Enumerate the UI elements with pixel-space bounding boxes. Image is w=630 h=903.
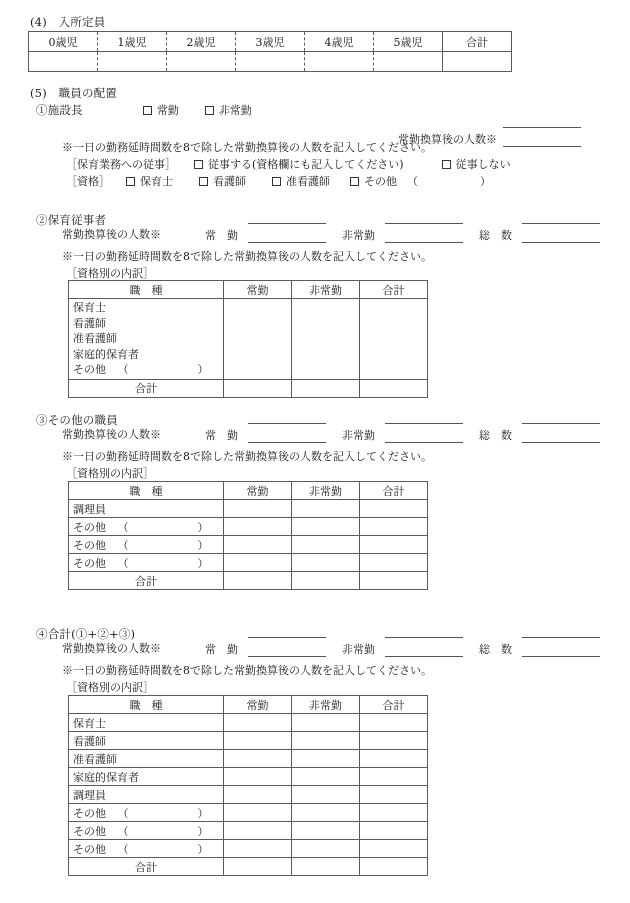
otherstaff-breakdown-label: ［資格別の内訳］ [66,467,154,480]
childcare-total-row [69,379,428,397]
otherstaff-fulltime-blank-lower[interactable] [248,431,326,443]
otherstaff-header-parttime: 非常勤 [292,482,360,500]
director-qual-junkangoshi-option[interactable] [272,173,330,189]
grandtotal-header-fulltime: 常勤 [224,696,292,714]
grandtotal-cell-fulltime[interactable] [224,732,292,750]
childcare-heading: ②保育従事者 [36,213,107,227]
childcare-cell-parttime[interactable] [292,299,360,380]
table-row [69,840,428,858]
childcare-fulltime-blank-lower[interactable] [248,231,326,243]
childcare-fulltime-label: 常 勤 [205,229,238,242]
otherstaff-jobname-other-2 [69,536,224,554]
table-row [69,518,428,536]
grandtotal-parttime-blank-stack[interactable] [385,626,463,657]
grandtotal-cell-total[interactable] [360,786,428,804]
otherstaff-total-blank-upper[interactable] [522,412,600,424]
grandtotal-breakdown-label: ［資格別の内訳］ [66,681,154,694]
childcare-fulltime-blank-stack[interactable] [248,212,326,243]
grandtotal-total-rowlabel: 合計 [69,858,224,876]
director-duty-no-label: 従事しない [455,158,511,171]
grandtotal-cell-parttime[interactable] [292,822,360,840]
grandtotal-other-paren-open-1: （ [117,806,129,820]
table-row [69,822,428,840]
grandtotal-cell-parttime[interactable] [292,804,360,822]
childcare-fte-label: 常勤換算後の人数※ [62,228,161,241]
otherstaff-jobname-other-1 [69,518,224,536]
otherstaff-header-total: 合計 [360,482,428,500]
grandtotal-total-blank-lower[interactable] [522,645,600,657]
capacity-header-age4: 4歳児 [305,32,374,52]
otherstaff-other-label-1: その他 [73,520,106,534]
otherstaff-cell-parttime[interactable] [292,536,360,554]
grandtotal-cell-fulltime[interactable] [224,840,292,858]
childcare-other-paren-close: ） [197,363,209,376]
capacity-header-age5: 5歳児 [374,32,443,52]
otherstaff-parttime-blank-upper[interactable] [385,412,463,424]
otherstaff-fulltime-blank-stack[interactable] [248,412,326,443]
director-parttime-option[interactable] [205,102,252,118]
grandtotal-fte-note: ※一日の勤務延時間数を8で除した常勤換算後の人数を記入してください。 [62,664,432,677]
director-duty-row [66,156,511,172]
checkbox-icon[interactable] [350,177,359,186]
otherstaff-cell-parttime[interactable] [292,554,360,572]
otherstaff-other-paren-open-1: （ [117,520,129,534]
grandtotal-jobname-2: 准看護師 [69,750,224,768]
childcare-cell-fulltime[interactable] [224,299,292,380]
grandtotal-totalcell-parttime[interactable] [292,858,360,876]
grandtotal-totalcell-total[interactable] [360,858,428,876]
director-fte-label: 常勤換算後の人数※ [398,133,497,146]
table-row [69,500,428,518]
otherstaff-other-paren-close-1: ） [197,520,209,534]
grandtotal-jobname-other-3 [69,840,224,858]
grandtotal-other-paren-open-2: （ [117,824,129,838]
otherstaff-counts-row [205,412,600,443]
childcare-totalcell-fulltime[interactable] [224,379,292,397]
childcare-totalcell-total[interactable] [360,379,428,397]
director-fte-blank-stack[interactable] [503,116,581,147]
checkbox-icon[interactable] [199,177,208,186]
grandtotal-jobname-3: 家庭的保育者 [69,768,224,786]
director-qual-other-option[interactable] [350,173,397,189]
childcare-other-paren-open: （ [117,363,129,376]
capacity-value-age2[interactable] [167,52,236,72]
childcare-total-label: 総 数 [479,229,512,242]
grandtotal-fulltime-label: 常 勤 [205,643,238,656]
childcare-jobname-block [69,299,224,380]
list-item: 准看護師 [73,332,117,345]
childcare-header-fulltime: 常勤 [224,281,292,299]
director-fulltime-label: 常勤 [156,104,179,117]
otherstaff-other-label-2: その他 [73,538,106,552]
otherstaff-cell-total[interactable] [360,500,428,518]
childcare-breakdown-label: ［資格別の内訳］ [66,267,154,280]
childcare-parttime-blank-stack[interactable] [385,212,463,243]
childcare-fulltime-blank-upper[interactable] [248,212,326,224]
capacity-header-total: 合計 [443,32,512,52]
otherstaff-other-paren-open-3: （ [117,556,129,570]
grandtotal-fulltime-blank-stack[interactable] [248,626,326,657]
capacity-header-age0: 0歳児 [29,32,98,52]
grandtotal-header-total: 合計 [360,696,428,714]
otherstaff-jobname-other-3 [69,554,224,572]
checkbox-icon[interactable] [205,106,214,115]
otherstaff-header-job: 職 種 [69,482,224,500]
list-item: 家庭的保育者 [73,347,139,361]
otherstaff-parttime-label: 非常勤 [342,429,375,442]
grandtotal-total-label: 総 数 [479,643,512,656]
grandtotal-fulltime-blank-lower[interactable] [248,645,326,657]
grandtotal-total-blank-stack[interactable] [522,626,600,657]
director-fte-note: ※一日の勤務延時間数を8で除した常勤換算後の人数を記入してください。 [62,141,432,154]
checkbox-icon[interactable] [272,177,281,186]
grandtotal-jobname-4: 調理員 [69,786,224,804]
grandtotal-other-paren-close-1: ） [197,806,209,820]
childcare-total-rowlabel: 合計 [69,379,224,397]
otherstaff-fte-note: ※一日の勤務延時間数を8で除した常勤換算後の人数を記入してください。 [62,450,432,463]
grandtotal-total-blank-upper[interactable] [522,626,600,638]
table-row [69,750,428,768]
grandtotal-cell-fulltime[interactable] [224,822,292,840]
grandtotal-cell-total[interactable] [360,768,428,786]
otherstaff-total-blank-stack[interactable] [522,412,600,443]
director-duty-label: ［保育業務への従事］ [66,158,176,171]
grandtotal-totalcell-fulltime[interactable] [224,858,292,876]
director-qual-kangoshi-option[interactable] [199,173,246,189]
grandtotal-other-paren-close-2: ） [197,824,209,838]
otherstaff-header-fulltime: 常勤 [224,482,292,500]
grandtotal-cell-total[interactable] [360,750,428,768]
capacity-value-age4[interactable] [305,52,374,72]
director-heading: ①施設長 [36,103,83,117]
table-row [69,732,428,750]
grandtotal-cell-parttime[interactable] [292,840,360,858]
director-qual-kangoshi-label: 看護師 [213,175,246,188]
capacity-header-row [29,32,512,52]
childcare-total-blank-upper[interactable] [522,212,600,224]
grandtotal-cell-total[interactable] [360,804,428,822]
capacity-value-age1[interactable] [98,52,167,72]
grandtotal-jobname-0: 保育士 [69,714,224,732]
capacity-table [28,31,512,72]
director-qual-hoikushi-option[interactable] [126,173,173,189]
grandtotal-other-paren-open-3: （ [117,842,129,856]
otherstaff-cell-fulltime[interactable] [224,500,292,518]
grandtotal-cell-fulltime[interactable] [224,714,292,732]
grandtotal-jobname-1: 看護師 [69,732,224,750]
childcare-parttime-label: 非常勤 [342,229,375,242]
director-qual-other-label: その他 [364,175,397,188]
table-row [69,536,428,554]
otherstaff-total-blank-lower[interactable] [522,431,600,443]
childcare-total-blank-lower[interactable] [522,231,600,243]
grandtotal-cell-fulltime[interactable] [224,768,292,786]
otherstaff-fte-label: 常勤換算後の人数※ [62,428,161,441]
childcare-total-blank-stack[interactable] [522,212,600,243]
childcare-cell-total[interactable] [360,299,428,380]
grandtotal-total-row [69,858,428,876]
grandtotal-parttime-blank-lower[interactable] [385,645,463,657]
grandtotal-cell-parttime[interactable] [292,732,360,750]
director-qual-junkangoshi-label: 准看護師 [286,175,330,188]
otherstaff-parttime-blank-lower[interactable] [385,431,463,443]
director-duty-no-option[interactable] [442,156,511,172]
director-qual-other-paren-open: （ [407,175,418,188]
grandtotal-cell-fulltime[interactable] [224,786,292,804]
grandtotal-fte-label: 常勤換算後の人数※ [62,642,161,655]
director-fte-blank-lower[interactable] [503,135,581,147]
otherstaff-jobname-cook: 調理員 [69,500,224,518]
checkbox-icon[interactable] [194,160,203,169]
otherstaff-other-paren-open-2: （ [117,538,129,552]
otherstaff-cell-total[interactable] [360,554,428,572]
table-row [69,714,428,732]
capacity-value-age0[interactable] [29,52,98,72]
childcare-parttime-blank-upper[interactable] [385,212,463,224]
childcare-body-row [69,299,428,380]
grandtotal-table-wrap [68,695,428,876]
childcare-header-parttime: 非常勤 [292,281,360,299]
capacity-header-age3: 3歳児 [236,32,305,52]
grandtotal-cell-total[interactable] [360,840,428,858]
checkbox-icon[interactable] [442,160,451,169]
otherstaff-other-paren-close-2: ） [197,538,209,552]
childcare-header-job: 職 種 [69,281,224,299]
grandtotal-other-label-1: その他 [73,806,106,820]
otherstaff-totalcell-total[interactable] [360,572,428,590]
director-qualification-row [66,173,491,189]
childcare-table-wrap [68,280,428,398]
grandtotal-cell-fulltime[interactable] [224,750,292,768]
grandtotal-other-label-3: その他 [73,842,106,856]
table-header-row [69,281,428,299]
table-row [69,768,428,786]
director-fte-blank-upper[interactable] [503,116,581,128]
capacity-section-heading: (4) 入所定員 [30,15,106,29]
otherstaff-cell-fulltime[interactable] [224,518,292,536]
otherstaff-cell-total[interactable] [360,536,428,554]
otherstaff-cell-parttime[interactable] [292,500,360,518]
capacity-value-total[interactable] [443,52,512,72]
grandtotal-other-paren-close-3: ） [197,842,209,856]
grandtotal-cell-total[interactable] [360,822,428,840]
checkbox-icon[interactable] [126,177,135,186]
grandtotal-header-parttime: 非常勤 [292,696,360,714]
table-header-row [69,482,428,500]
otherstaff-cell-total[interactable] [360,518,428,536]
capacity-header-age1: 1歳児 [98,32,167,52]
childcare-parttime-blank-lower[interactable] [385,231,463,243]
list-item: 看護師 [73,316,106,330]
grandtotal-breakdown-table [68,695,428,876]
capacity-value-age5[interactable] [374,52,443,72]
otherstaff-fulltime-label: 常 勤 [205,429,238,442]
director-duty-yes-option[interactable] [194,156,404,172]
grandtotal-cell-parttime[interactable] [292,750,360,768]
otherstaff-total-label: 総 数 [479,429,512,442]
grandtotal-cell-parttime[interactable] [292,714,360,732]
grandtotal-cell-fulltime[interactable] [224,804,292,822]
otherstaff-parttime-blank-stack[interactable] [385,412,463,443]
grandtotal-cell-total[interactable] [360,714,428,732]
childcare-breakdown-table [68,280,428,398]
otherstaff-cell-fulltime[interactable] [224,554,292,572]
childcare-other-label: その他 [73,363,106,376]
grandtotal-header-job: 職 種 [69,696,224,714]
childcare-fte-note: ※一日の勤務延時間数を8で除した常勤換算後の人数を記入してください。 [62,250,432,263]
grandtotal-cell-total[interactable] [360,732,428,750]
otherstaff-cell-fulltime[interactable] [224,536,292,554]
childcare-totalcell-parttime[interactable] [292,379,360,397]
grandtotal-parttime-label: 非常勤 [342,643,375,656]
childcare-header-total: 合計 [360,281,428,299]
otherstaff-fulltime-blank-upper[interactable] [248,412,326,424]
otherstaff-cell-parttime[interactable] [292,518,360,536]
director-qual-hoikushi-label: 保育士 [140,175,173,188]
grandtotal-counts-row [205,626,600,657]
checkbox-icon[interactable] [143,106,152,115]
grandtotal-other-label-2: その他 [73,824,106,838]
otherstaff-breakdown-table [68,481,428,590]
director-qualification-label: ［資格］ [66,175,110,188]
director-fulltime-option[interactable] [143,102,179,118]
table-row [69,804,428,822]
capacity-value-age3[interactable] [236,52,305,72]
grandtotal-fulltime-blank-upper[interactable] [248,626,326,638]
otherstaff-total-rowlabel: 合計 [69,572,224,590]
grandtotal-jobname-other-1 [69,804,224,822]
grandtotal-cell-parttime[interactable] [292,786,360,804]
otherstaff-other-label-3: その他 [73,556,106,570]
director-parttime-label: 非常勤 [218,104,252,117]
grandtotal-cell-parttime[interactable] [292,768,360,786]
director-heading-row [36,102,252,118]
otherstaff-totalcell-parttime[interactable] [292,572,360,590]
grandtotal-jobname-other-2 [69,822,224,840]
otherstaff-totalcell-fulltime[interactable] [224,572,292,590]
capacity-table-wrap [28,31,512,72]
table-row [69,554,428,572]
grandtotal-heading: ④合計(①+②+③) [36,627,136,641]
table-header-row [69,696,428,714]
grandtotal-parttime-blank-upper[interactable] [385,626,463,638]
otherstaff-table-wrap [68,481,428,590]
list-item-other [73,362,223,378]
otherstaff-heading: ③その他の職員 [36,413,118,427]
list-item: 保育士 [73,301,106,314]
otherstaff-other-paren-close-3: ） [197,556,209,570]
director-duty-yes-label: 従事する(資格欄にも記入してください) [208,158,404,171]
director-qual-other-paren-close: ） [480,175,491,188]
staff-section-heading: (5) 職員の配置 [30,86,118,100]
table-row [69,786,428,804]
capacity-header-age2: 2歳児 [167,32,236,52]
childcare-counts-row [205,212,600,243]
otherstaff-total-row [69,572,428,590]
capacity-value-row [29,52,512,72]
